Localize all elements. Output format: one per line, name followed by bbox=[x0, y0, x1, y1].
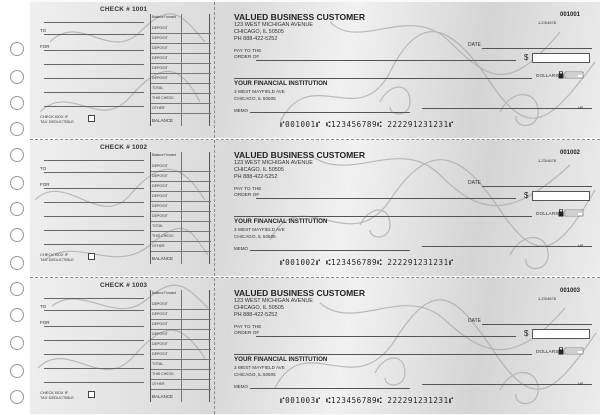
micr-line: ⑈001001⑈ ⑆123456789⑆ 222291231231⑈ bbox=[280, 120, 454, 129]
date-label: DATE bbox=[468, 180, 481, 186]
stub-to-label: TO bbox=[40, 166, 47, 171]
customer-street: 123 WEST MICHIGAN AVENUE bbox=[234, 298, 313, 304]
amount-words-field[interactable] bbox=[234, 78, 532, 79]
micr-line: ⑈001002⑈ ⑆123456789⑆ 222291231231⑈ bbox=[280, 258, 454, 267]
tax-line-2: TAX DEDUCTIBLE bbox=[40, 119, 74, 124]
stub-line bbox=[44, 34, 144, 35]
routing-fraction: 1-23/4678 bbox=[538, 20, 557, 25]
stub-to-label: TO bbox=[40, 304, 47, 309]
date-label: DATE bbox=[468, 318, 481, 324]
stub-line bbox=[44, 172, 144, 173]
customer-name: VALUED BUSINESS CUSTOMER bbox=[234, 288, 365, 298]
stub-cell-label: DEPOSIT bbox=[152, 342, 168, 346]
binder-hole-icon bbox=[10, 70, 24, 84]
amount-words-field[interactable] bbox=[234, 354, 532, 355]
stub-line bbox=[44, 202, 144, 203]
stub-check-number: CHECK # 1001 bbox=[100, 6, 148, 13]
perforation-vertical bbox=[214, 278, 215, 414]
institution-name: YOUR FINANCIAL INSTITUTION bbox=[234, 218, 328, 225]
customer-phone: PH 888-422-5252 bbox=[234, 174, 278, 180]
security-lock-icon bbox=[558, 347, 584, 355]
stub-tax-label bbox=[40, 252, 74, 262]
stub-cell-label: TOTAL bbox=[152, 362, 164, 366]
binder-hole-icon bbox=[10, 122, 24, 136]
stub-cell-label: DEPOSIT bbox=[152, 66, 168, 70]
stub-ledger bbox=[150, 152, 210, 264]
binder-hole-icon bbox=[10, 176, 24, 190]
institution-name: YOUR FINANCIAL INSTITUTION bbox=[234, 356, 328, 363]
customer-city: CHICAGO, IL 50505 bbox=[234, 167, 284, 173]
tax-line-2: TAX DEDUCTIBLE bbox=[40, 257, 74, 262]
stub-balance-forward: Balance Forward bbox=[152, 15, 177, 19]
institution-street: 3 WEST MAYFIELD AVE bbox=[234, 365, 285, 370]
institution-city: CHICAGO, IL 50505 bbox=[234, 372, 276, 377]
dollars-label: DOLLARS bbox=[536, 74, 559, 79]
check-body bbox=[216, 140, 600, 276]
tax-deductible-checkbox[interactable] bbox=[88, 391, 95, 398]
perforation-vertical bbox=[214, 2, 215, 138]
dollar-sign: $ bbox=[524, 191, 529, 200]
stub-cell-label: DEPOSIT bbox=[152, 164, 168, 168]
tax-line-1: CHECK BOX IF bbox=[40, 114, 69, 119]
binder-hole-icon bbox=[10, 390, 24, 404]
stub-line bbox=[44, 354, 144, 355]
customer-phone: PH 888-422-5252 bbox=[234, 312, 278, 318]
check-row-1003 bbox=[30, 278, 600, 414]
check-number: 001002 bbox=[560, 150, 581, 156]
check-body bbox=[216, 2, 600, 138]
stub-cell-label: DEPOSIT bbox=[152, 194, 168, 198]
stub-cell-label: DEPOSIT bbox=[152, 76, 168, 80]
memo-label: MEMO bbox=[234, 108, 248, 113]
institution-street: 3 WEST MAYFIELD AVE bbox=[234, 227, 285, 232]
date-label: DATE bbox=[468, 42, 481, 48]
perforation-horizontal bbox=[30, 139, 600, 140]
stub-cell-label: TOTAL bbox=[152, 224, 164, 228]
binder-hole-icon bbox=[10, 96, 24, 110]
tax-deductible-checkbox[interactable] bbox=[88, 115, 95, 122]
stub-for-label: FOR bbox=[40, 320, 50, 325]
check-row-1002 bbox=[30, 140, 600, 276]
stub-line bbox=[44, 106, 144, 107]
stub-cell-label: DEPOSIT bbox=[152, 204, 168, 208]
stub-to-label: TO bbox=[40, 28, 47, 33]
dollars-label: DOLLARS bbox=[536, 350, 559, 355]
binder-margin bbox=[0, 0, 30, 415]
binder-hole-icon bbox=[10, 148, 24, 162]
stub-tax-label bbox=[40, 390, 74, 400]
amount-box[interactable] bbox=[532, 329, 590, 339]
customer-name: VALUED BUSINESS CUSTOMER bbox=[234, 150, 365, 160]
security-lock-icon bbox=[558, 71, 584, 79]
binder-hole-icon bbox=[10, 228, 24, 242]
customer-name: VALUED BUSINESS CUSTOMER bbox=[234, 12, 365, 22]
dollar-sign: $ bbox=[524, 53, 529, 62]
mp-mark: MP bbox=[578, 106, 584, 110]
pay-to-text: PAY TO THE bbox=[234, 187, 262, 192]
memo-label: MEMO bbox=[234, 246, 248, 251]
stub-balance-forward: Balance Forward bbox=[152, 291, 177, 295]
stub-balance-label: BALANCE bbox=[152, 256, 174, 261]
binder-hole-icon bbox=[10, 336, 24, 350]
customer-phone: PH 888-422-5252 bbox=[234, 36, 278, 42]
perforation-vertical bbox=[214, 140, 215, 276]
binder-hole-icon bbox=[10, 202, 24, 216]
signature-field[interactable] bbox=[422, 384, 592, 385]
stub-cell-label: DEPOSIT bbox=[152, 214, 168, 218]
amount-words-field[interactable] bbox=[234, 216, 532, 217]
stub-check-number: CHECK # 1002 bbox=[100, 144, 148, 151]
stub-cell-label: OTHER bbox=[152, 244, 165, 248]
stub-tax-label bbox=[40, 114, 74, 124]
tax-deductible-checkbox[interactable] bbox=[88, 253, 95, 260]
check-stub bbox=[30, 140, 214, 276]
payee-field[interactable] bbox=[256, 60, 516, 61]
stub-balance-label: BALANCE bbox=[152, 118, 174, 123]
stub-line bbox=[44, 216, 144, 217]
stub-line bbox=[44, 298, 144, 299]
binder-hole-icon bbox=[10, 42, 24, 56]
routing-fraction: 1-23/4678 bbox=[538, 296, 557, 301]
stub-line bbox=[44, 340, 144, 341]
tax-line-2: TAX DEDUCTIBLE bbox=[40, 395, 74, 400]
amount-box[interactable] bbox=[532, 191, 590, 201]
order-of-text: ORDER OF bbox=[234, 331, 260, 336]
routing-fraction: 1-23/4678 bbox=[538, 158, 557, 163]
stub-line bbox=[44, 244, 144, 245]
stub-cell-label: THIS CHECK bbox=[152, 96, 174, 100]
date-field[interactable] bbox=[482, 324, 592, 325]
stub-line bbox=[44, 22, 144, 23]
check-body bbox=[216, 278, 600, 414]
stub-line bbox=[44, 188, 144, 189]
customer-street: 123 WEST MICHIGAN AVENUE bbox=[234, 160, 313, 166]
memo-field[interactable] bbox=[250, 388, 410, 389]
micr-line: ⑈001003⑈ ⑆123456789⑆ 222291231231⑈ bbox=[280, 396, 454, 405]
stub-ledger-divider bbox=[181, 290, 182, 402]
stub-cell-label: DEPOSIT bbox=[152, 56, 168, 60]
binder-hole-icon bbox=[10, 282, 24, 296]
stub-line bbox=[44, 78, 144, 79]
stub-cell-label: DEPOSIT bbox=[152, 302, 168, 306]
stub-for-label: FOR bbox=[40, 182, 50, 187]
order-of-text: ORDER OF bbox=[234, 55, 260, 60]
stub-line bbox=[44, 92, 144, 93]
customer-street: 123 WEST MICHIGAN AVENUE bbox=[234, 22, 313, 28]
stub-cell-label: DEPOSIT bbox=[152, 26, 168, 30]
stub-line bbox=[44, 160, 144, 161]
stub-cell-label: OTHER bbox=[152, 106, 165, 110]
pay-to-text: PAY TO THE bbox=[234, 325, 262, 330]
check-row-1001 bbox=[30, 2, 600, 138]
institution-street: 3 WEST MAYFIELD AVE bbox=[234, 89, 285, 94]
memo-field[interactable] bbox=[250, 112, 410, 113]
stub-line bbox=[44, 368, 144, 369]
stub-ledger bbox=[150, 290, 210, 402]
stub-cell-label: DEPOSIT bbox=[152, 36, 168, 40]
stub-line bbox=[44, 50, 144, 51]
signature-field[interactable] bbox=[422, 108, 592, 109]
tax-line-1: CHECK BOX IF bbox=[40, 390, 69, 395]
dollars-label: DOLLARS bbox=[536, 212, 559, 217]
customer-city: CHICAGO, IL 50505 bbox=[234, 305, 284, 311]
stub-cell-label: DEPOSIT bbox=[152, 174, 168, 178]
binder-hole-icon bbox=[10, 364, 24, 378]
dollar-sign: $ bbox=[524, 329, 529, 338]
institution-city: CHICAGO, IL 50505 bbox=[234, 96, 276, 101]
stub-line bbox=[44, 382, 144, 383]
mp-mark: MP bbox=[578, 244, 584, 248]
stub-cell-label: DEPOSIT bbox=[152, 332, 168, 336]
memo-field[interactable] bbox=[250, 250, 410, 251]
binder-hole-icon bbox=[10, 308, 24, 322]
stub-line bbox=[44, 230, 144, 231]
stub-cell-label: DEPOSIT bbox=[152, 352, 168, 356]
stub-cell-label: DEPOSIT bbox=[152, 322, 168, 326]
check-stub bbox=[30, 2, 214, 138]
date-field[interactable] bbox=[482, 186, 592, 187]
stub-cell-label: THIS CHECK bbox=[152, 372, 174, 376]
stub-line bbox=[44, 310, 144, 311]
perforation-horizontal bbox=[30, 277, 600, 278]
order-of-text: ORDER OF bbox=[234, 193, 260, 198]
signature-field[interactable] bbox=[422, 246, 592, 247]
stub-balance-label: BALANCE bbox=[152, 394, 174, 399]
check-number: 001003 bbox=[560, 288, 581, 294]
stub-cell-label: TOTAL bbox=[152, 86, 164, 90]
stub-balance-forward: Balance Forward bbox=[152, 153, 177, 157]
institution-city: CHICAGO, IL 50505 bbox=[234, 234, 276, 239]
stub-ledger-divider bbox=[181, 152, 182, 264]
mp-mark: MP bbox=[578, 382, 584, 386]
institution-name: YOUR FINANCIAL INSTITUTION bbox=[234, 80, 328, 87]
check-number: 001001 bbox=[560, 12, 581, 18]
stub-for-label: FOR bbox=[40, 44, 50, 49]
tax-line-1: CHECK BOX IF bbox=[40, 252, 69, 257]
customer-city: CHICAGO, IL 50505 bbox=[234, 29, 284, 35]
amount-box[interactable] bbox=[532, 53, 590, 63]
pay-to-text: PAY TO THE bbox=[234, 49, 262, 54]
memo-label: MEMO bbox=[234, 384, 248, 389]
stub-cell-label: DEPOSIT bbox=[152, 184, 168, 188]
payee-field[interactable] bbox=[256, 198, 516, 199]
stub-ledger-divider bbox=[181, 14, 182, 126]
stub-cell-label: DEPOSIT bbox=[152, 312, 168, 316]
check-stub bbox=[30, 278, 214, 414]
stub-line bbox=[44, 64, 144, 65]
stub-check-number: CHECK # 1003 bbox=[100, 282, 148, 289]
stub-cell-label: THIS CHECK bbox=[152, 234, 174, 238]
binder-hole-icon bbox=[10, 256, 24, 270]
payee-field[interactable] bbox=[256, 336, 516, 337]
stub-ledger bbox=[150, 14, 210, 126]
stub-cell-label: OTHER bbox=[152, 382, 165, 386]
security-lock-icon bbox=[558, 209, 584, 217]
stub-cell-label: DEPOSIT bbox=[152, 46, 168, 50]
stub-line bbox=[44, 326, 144, 327]
date-field[interactable] bbox=[482, 48, 592, 49]
